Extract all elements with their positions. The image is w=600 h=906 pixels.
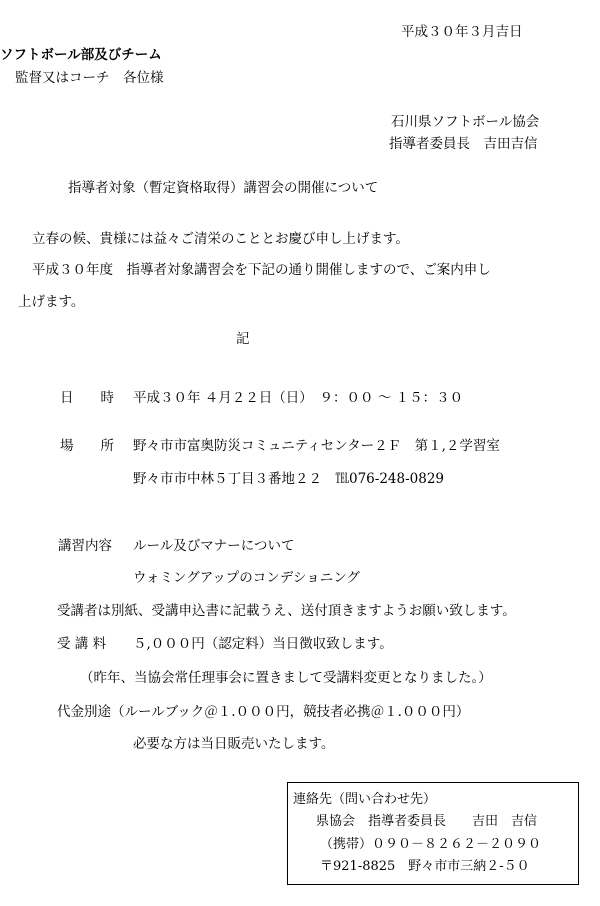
contact-line-3: 〒921-8825 野々市市三納２-５０ (320, 859, 530, 874)
place-label: 場 所 (60, 438, 114, 454)
fee-value: ５,０００円（認定料）当日徴収致します。 (133, 636, 393, 652)
contact-heading: 連絡先（問い合わせ先） (293, 792, 437, 807)
ki-marker: 記 (236, 331, 250, 347)
sender-person: 指導者委員長 吉田吉信 (389, 136, 538, 152)
content-label: 講習内容 (58, 538, 112, 554)
sale-note: 必要な方は当日販売いたします。 (133, 736, 335, 752)
extra-cost-note: 代金別途（ルールブック＠１.０００円，競技者必携＠１.０００円） (57, 704, 470, 720)
sender-organization: 石川県ソフトボール協会 (391, 114, 540, 130)
datetime-label: 日 時 (60, 390, 114, 406)
content-item-1: ルール及びマナーについて (133, 538, 295, 554)
greeting-text: 立春の候、貴様には益々ご清栄のこととお慶び申し上げます。 (32, 231, 409, 247)
place-address: 野々市市中林５丁目３番地２２ ℡076-248-0829 (133, 471, 445, 487)
content-item-2: ウォミングアップのコンデショニング (133, 570, 360, 586)
datetime-value: 平成３０年 ４月２２日（日） ９：００ ～ １５：３０ (133, 390, 464, 406)
contact-line-1: 県協会 指導者委員長 吉田 吉信 (316, 814, 538, 829)
document-title: 指導者対象（暫定資格取得）講習会の開催について (68, 180, 379, 196)
recipient-organization: ソフトボール部及びチーム (0, 47, 162, 63)
place-value: 野々市市富奥防災コミュニティセンター２Ｆ 第１,２学習室 (133, 438, 500, 454)
recipient-people: 監督又はコーチ 各位様 (15, 70, 164, 86)
application-note: 受講者は別紙、受講申込書に記載うえ、送付頂きますようお願い致します。 (57, 603, 516, 619)
document-date: 平成３０年３月吉日 (401, 24, 523, 40)
fee-note: （昨年、当協会常任理事会に置きまして受講料変更となりました。） (80, 670, 492, 686)
intro-text-line2: 上げます。 (18, 294, 85, 310)
fee-label: 受 講 料 (57, 636, 107, 652)
contact-line-2: （携帯）０９０－８２６２－２０９０ (320, 837, 542, 852)
intro-text-line1: 平成３０年度 指導者対象講習会を下記の通り開催しますので、ご案内申し (32, 262, 491, 278)
